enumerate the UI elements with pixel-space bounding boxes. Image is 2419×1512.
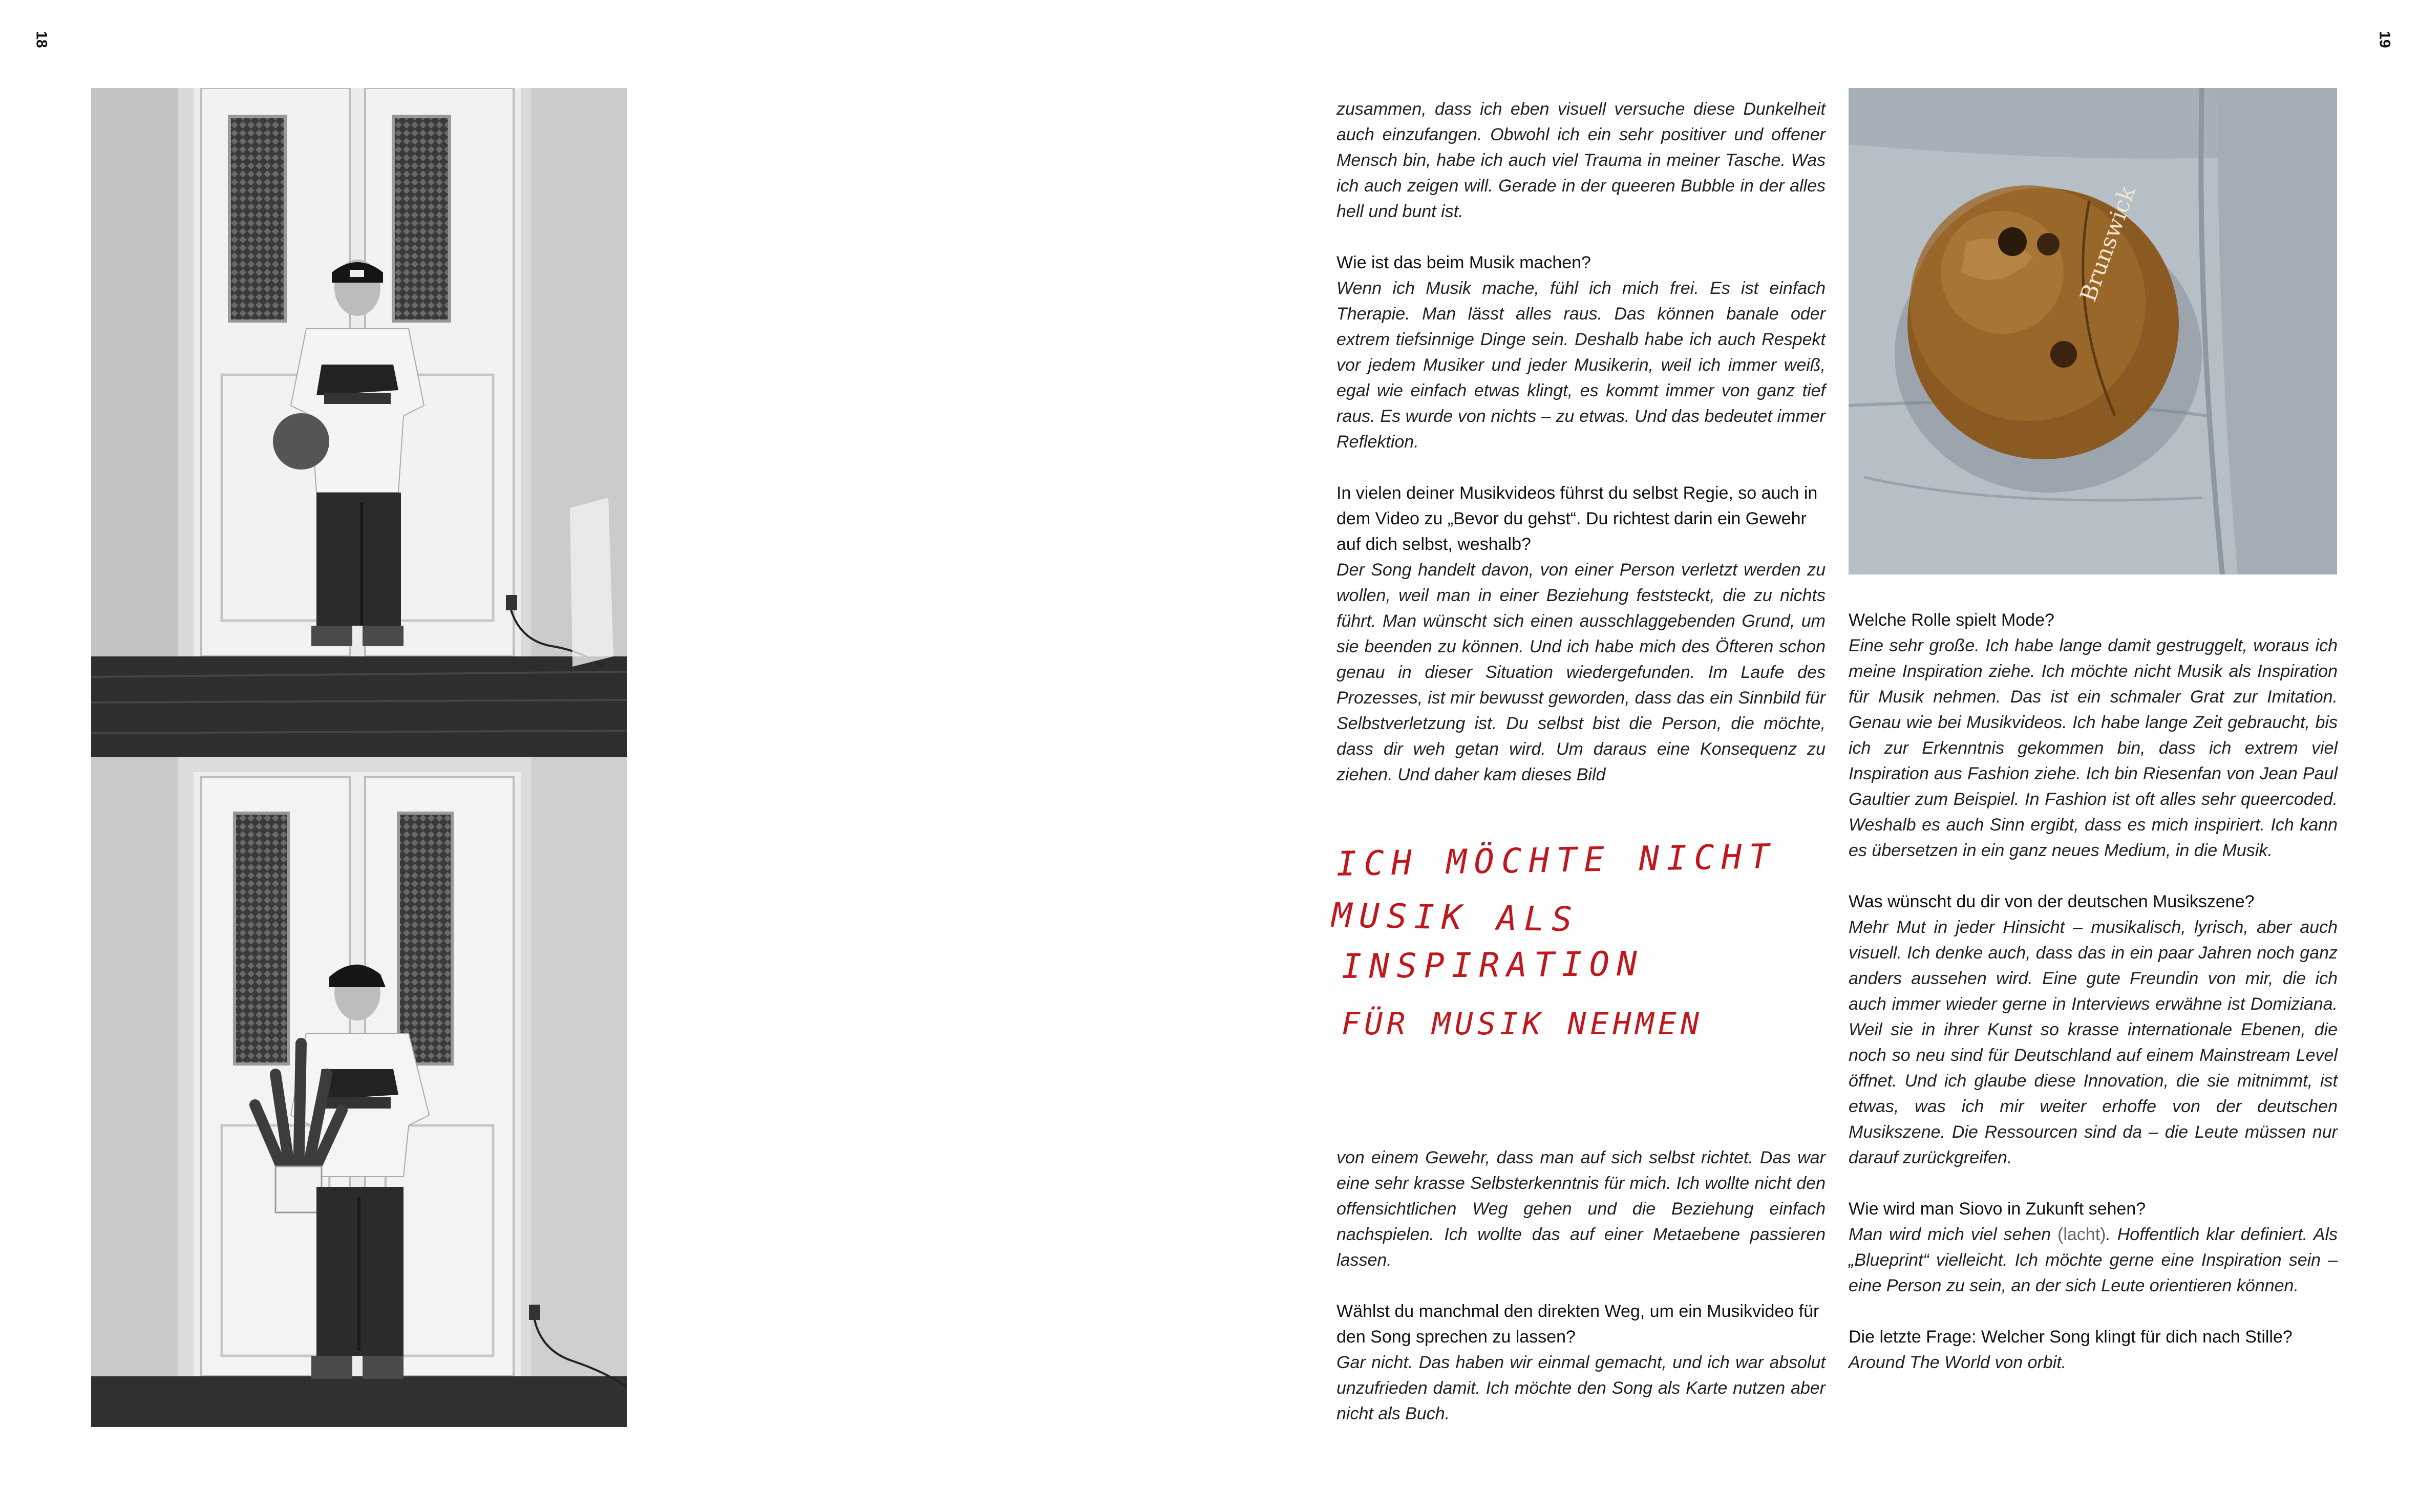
handwritten-line-3: INSPIRATION [1341, 944, 1645, 986]
answer-future-aside: (lacht) [2057, 1225, 2106, 1244]
answer-future [1849, 1222, 2338, 1298]
photo-person-with-plant [91, 757, 627, 1427]
question-direct-way: Wählst du manchmal den direkten Weg, um ein Musikvideo für den Song sprechen zu lassen? [1336, 1302, 1819, 1347]
handwritten-line-4: FÜR MUSIK NEHMEN [1342, 1006, 1703, 1042]
answer-intro: zusammen, dass ich eben visuell versuche diese Dunkelheit auch einzufangen. Obwohl ich ein sehr positiver und offener Mensch bin, habe ich auch viel Trauma in meiner Tasche. Was ich auch zeigen will. Gerade in der queeren Bubble in der alles hell und bunt ist. [1336, 99, 1826, 221]
answer-music-making: Wenn ich Musik mache, fühl ich mich frei. Es ist einfach Therapie. Man lässt alles raus. Das können banale oder extrem tiefsinnige Dinge sein. Deshalb habe ich auch Respekt vor jedem Musiker und jeder Musikerin, weil ich immer weiß, egal wie einfach etwas klingt, es kommt immer von ganz tief raus. Es wurde von nichts – zu etwas. Und das bedeutet immer Reflektion. [1336, 279, 1826, 452]
answer-future-text-1: Man wird mich viel sehen [1849, 1225, 2058, 1244]
question-last: Die letzte Frage: Welcher Song klingt für dich nach Stille? [1849, 1327, 2293, 1347]
question-music-videos: In vielen deiner Musikvideos führst du selbst Regie, so auch in dem Video zu „Bevor du gehst“. Du richtest darin ein Gewehr auf dich selbst, weshalb? [1336, 483, 1818, 554]
answer-music-videos-continued: von einem Gewehr, dass man auf sich selbst richtet. Das war eine sehr krasse Selbsterkenntnis für mich. Ich wollte nicht den offensichtlichen Weg gehen und die Beziehung einfach nachspielen. Ich wollte das auf einer Metaebene passieren lassen. [1336, 1148, 1826, 1270]
handwritten-quote [1331, 835, 1833, 1060]
answer-future-text-2: . Hoffentlich klar definiert. Als „Blueprint“ vielleicht. Ich möchte gerne eine Inspiration sein – eine Person zu sein, an der sich Leute orientieren können. [1849, 1225, 2338, 1295]
page-number-right: 19 [2376, 31, 2393, 48]
ball-brand-text: Brunswick [2075, 182, 2141, 305]
interview-column-middle [1336, 96, 1826, 813]
question-fashion: Welche Rolle spielt Mode? [1849, 610, 2054, 630]
answer-direct-way: Gar nicht. Das haben wir einmal gemacht, und ich war absolut unzufrieden damit. Ich möchte den Song als Karte nutzen aber nicht als Buch. [1336, 1353, 1826, 1423]
question-music-making: Wie ist das beim Musik machen? [1336, 253, 1591, 272]
answer-last: Around The World von orbit. [1849, 1353, 2067, 1372]
answer-fashion: Eine sehr große. Ich habe lange damit gestruggelt, woraus ich meine Inspiration ziehe. Ich möchte nicht Musik als Inspiration für Musik nehmen. Das ist ein schmaler Grat zur Imitation. Genau wie bei Musikvideos. Ich habe lange Zeit gebraucht, bis ich zur Erkenntnis gekommen bin, dass ich extrem viel Inspiration aus Fashion ziehe. Ich bin Riesenfan von Jean Paul Gaultier zum Beispiel. In Fashion ist oft alles sehr queercoded. Weshalb es auch Sinn ergibt, dass es mich inspiriert. Ich kann es übersetzen in ein ganz neues Medium, in die Musik. [1849, 636, 2338, 860]
page-number-left: 18 [33, 31, 50, 48]
question-music-scene: Was wünscht du dir von der deutschen Musikszene? [1849, 892, 2255, 911]
interview-column-middle-continued [1336, 1145, 1826, 1452]
question-future: Wie wird man Siovo in Zukunft sehen? [1849, 1199, 2146, 1219]
handwritten-line-1: ICH MÖCHTE NICHT [1335, 837, 1777, 884]
photo-bowling-ball-on-couch [1849, 88, 2337, 574]
handwritten-line-2: MUSIK ALS [1331, 896, 1580, 940]
answer-music-videos: Der Song handelt davon, von einer Person verletzt werden zu wollen, weil man in einer Beziehung feststeckt, die zu nichts führt. Man wünscht sich einen ausschlaggebenden Grund, um sie beenden zu können. Und ich habe mich des Öfteren schon genau in dieser Situation wiedergefunden. Im Laufe des Prozesses, ist mir bewusst geworden, dass das ein Sinnbild für Selbstverletzung ist. Du selbst bist die Person, die möchte, dass dir weh getan wird. Um daraus eine Konsequenz zu ziehen. Und daher kam dieses Bild [1336, 560, 1826, 784]
interview-column-right [1849, 607, 2338, 1401]
photo-person-with-bowling-ball [91, 88, 627, 757]
answer-music-scene: Mehr Mut in jeder Hinsicht – musikalisch, lyrisch, aber auch visuell. Ich denke auch, dass das in ein paar Jahren noch ganz anders aussehen wird. Eine gute Freundin von mir, die ich auch immer wieder gerne in Interviews erwähne ist Domiziana. Weil sie in ihrer Kunst so krasse internationale Ebenen, die noch so neu sind für Deutschland auf einem Mainstream Level öffnet. Und ich glaube diese Innovation, die sie mitnimmt, ist etwas, was ich mir weiter erhoffe von der deutschen Musikszene. Die Ressourcen sind da – die Leute müssen nur darauf zurückgreifen. [1849, 918, 2338, 1167]
